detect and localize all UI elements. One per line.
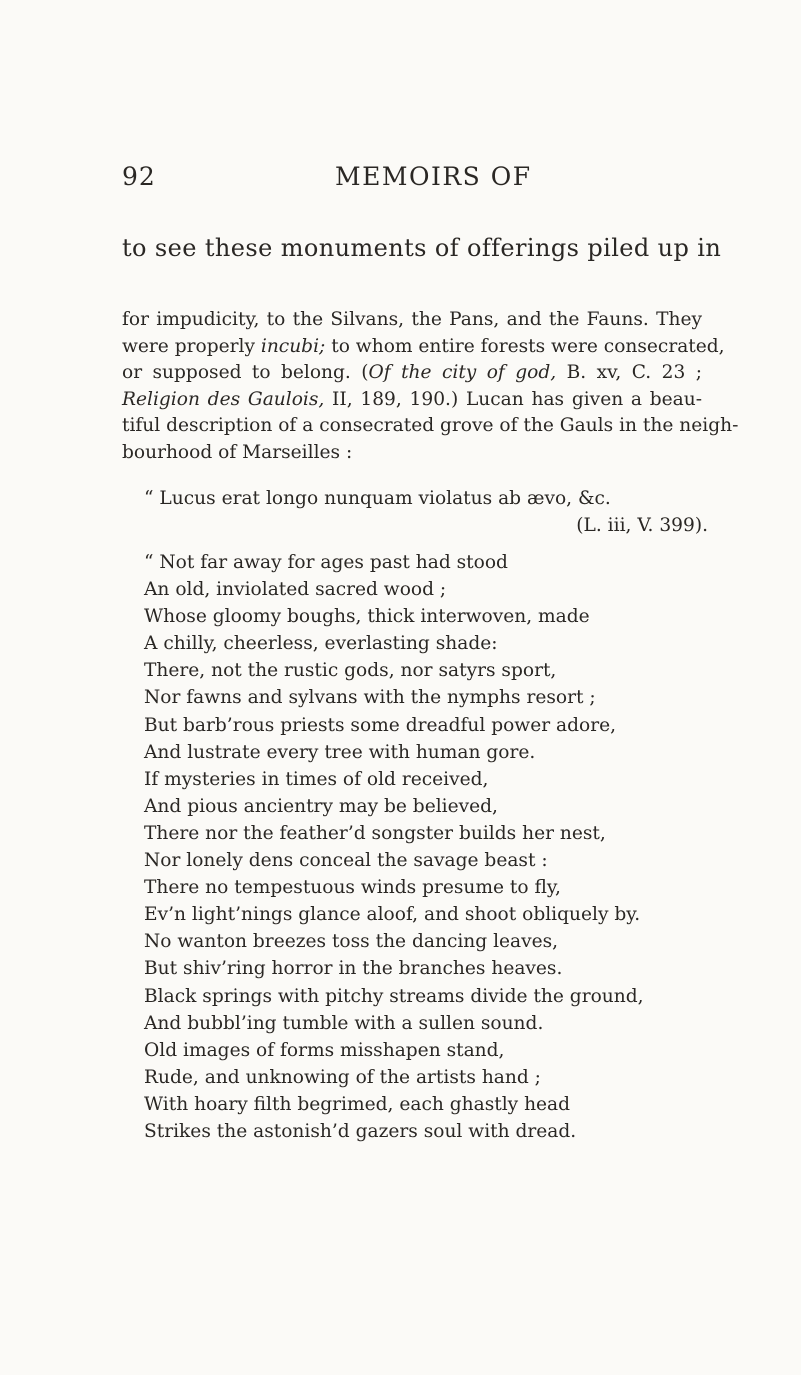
- page-header: [0, 162, 801, 202]
- latin-quote-line: “ Lucus erat longo nunquam violatus ab ævo, &c.: [144, 488, 611, 509]
- footnote: [122, 307, 739, 467]
- footnote-line: [122, 387, 702, 414]
- verse-line: And bubbl’ing tumble with a sullen sound.: [144, 1012, 544, 1034]
- verse-line: There nor the feather’d songster builds her nest,: [144, 822, 606, 844]
- verse-line: But shiv’ring horror in the branches heaves.: [144, 958, 563, 980]
- verse-line: Black springs with pitchy streams divide the ground,: [144, 985, 644, 1007]
- verse-line: An old, inviolated sacred wood ;: [144, 579, 447, 601]
- footnote-text: II, 189, 190.) Lucan has given a beau-: [324, 388, 702, 410]
- verse-line: With hoary filth begrimed, each ghastly head: [144, 1093, 571, 1115]
- footnote-italic: Of the city of god,: [368, 362, 557, 384]
- verse-line: No wanton breezes toss the dancing leaves,: [144, 931, 559, 953]
- footnote-text: were properly: [122, 335, 261, 357]
- verse-line: Ev’n light’nings glance aloof, and shoot obliquely by.: [144, 904, 641, 926]
- verse-line: There, not the rustic gods, nor satyrs sport,: [144, 660, 557, 682]
- verse-line: Old images of forms misshapen stand,: [144, 1039, 505, 1061]
- verse-line: Strikes the astonish’d gazers soul with dread.: [144, 1120, 577, 1142]
- verse-line: And lustrate every tree with human gore.: [144, 741, 536, 763]
- footnote-italic: incubi;: [260, 335, 326, 357]
- footnote-line: [122, 360, 702, 387]
- footnote-text: to whom entire forests were consecrated,: [325, 335, 725, 357]
- verse-translation: [122, 549, 722, 1145]
- footnote-line: for impudicity, to the Silvans, the Pans, and the Fauns. They: [122, 309, 702, 330]
- body-text-line: to see these monuments of offerings piled up in: [122, 234, 722, 262]
- verse-line: Whose gloomy boughs, thick interwoven, made: [144, 606, 590, 628]
- verse-line: Nor fawns and sylvans with the nymphs resort ;: [144, 687, 596, 709]
- verse-line: “ Not far away for ages past had stood: [144, 552, 508, 573]
- verse-line: Nor lonely dens conceal the savage beast :: [144, 850, 548, 872]
- running-head: MEMOIRS OF: [335, 162, 532, 191]
- footnote-line: bourhood of Marseilles :: [122, 441, 353, 463]
- footnote-line: [122, 334, 725, 361]
- verse-line: And pious ancientry may be believed,: [144, 795, 498, 817]
- verse-line: A chilly, cheerless, everlasting shade:: [144, 633, 498, 655]
- verse-line: Rude, and unknowing of the artists hand ;: [144, 1066, 541, 1088]
- latin-quote-citation: (L. iii, V. 399).: [576, 515, 708, 536]
- page-number: 92: [122, 162, 156, 191]
- footnote-text: B. xv, C. 23 ;: [556, 362, 702, 384]
- footnote-line: tiful description of a consecrated grove of the Gauls in the neigh-: [122, 415, 739, 437]
- footnote-text: or supposed to belong. (: [122, 362, 369, 384]
- verse-line: But barb’rous priests some dreadful power adore,: [144, 714, 617, 736]
- footnote-italic: Religion des Gaulois,: [122, 388, 325, 410]
- verse-line: There no tempestuous winds presume to fly,: [144, 877, 561, 899]
- verse-line: If mysteries in times of old received,: [144, 768, 489, 790]
- latin-quotation: [122, 485, 708, 539]
